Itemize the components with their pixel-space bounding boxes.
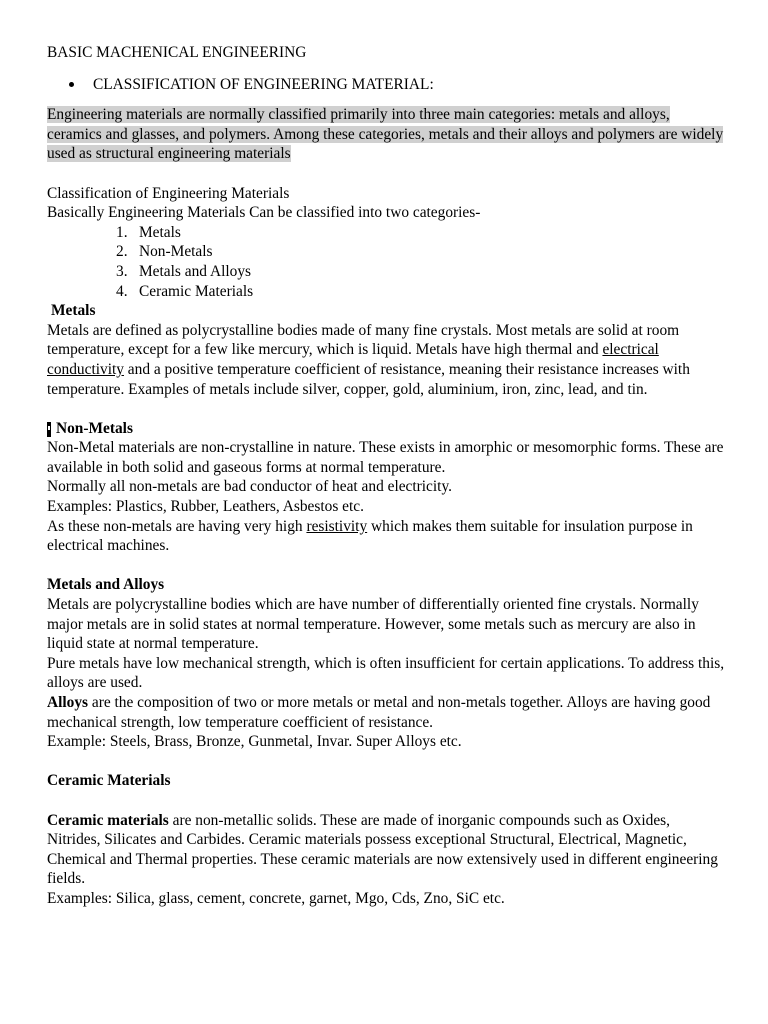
list-item: 4. Ceramic Materials — [116, 282, 254, 300]
ceramics-paragraph: Ceramic materials are non-metallic solids. These are made of inorganic compounds such as Oxides, Nitrides, Silicates and Carbides. Ceramic materials possess exceptional Structural, Electrical, Magnetic, Chemical and Thermal properties. These ceramic materials are now extensively used in different engineering fields. — [47, 811, 718, 888]
electrical-conductivity-link[interactable]: electrical conductivity — [47, 341, 659, 378]
classification-heading: Classification of Engineering Materials — [47, 184, 290, 202]
spacer — [47, 399, 727, 419]
non-metals-examples: Examples: Plastics, Rubber, Leathers, Asbestos etc. — [47, 498, 364, 516]
bullet-text: CLASSIFICATION OF ENGINEERING MATERIAL: — [93, 75, 434, 93]
document-page — [47, 43, 727, 909]
alloys-paragraph: Alloys are the composition of two or more metals or metal and non-metals together. Alloys are having good mechanical strength, low temperature coefficient of resistance. — [47, 694, 711, 731]
document-title: BASIC MACHENICAL ENGINEERING — [47, 44, 307, 61]
list-item: 1. Metals — [116, 223, 181, 241]
classification-lead: Basically Engineering Materials Can be classified into two categories- — [47, 204, 481, 222]
section-bullet — [47, 75, 727, 95]
non-metals-paragraph-1: Non-Metal materials are non-crystalline in nature. These exists in amorphic or mesomorphic forms. These are available in both solid and gaseous forms at normal temperature. — [47, 439, 724, 476]
list-item: 3. Metals and Alloys — [116, 262, 252, 280]
non-metals-paragraph-4: As these non-metals are having very high resistivity which makes them suitable for insulation purpose in electrical machines. — [47, 517, 693, 555]
metals-alloys-examples: Example: Steels, Brass, Bronze, Gunmetal, Invar. Super Alloys etc. — [47, 733, 462, 751]
ceramics-heading: Ceramic Materials — [47, 772, 171, 790]
non-metals-heading: Non-Metals — [47, 419, 727, 439]
paragraph-marker-icon — [47, 422, 51, 437]
bullet-icon — [69, 82, 74, 87]
resistivity-link[interactable]: resistivity — [306, 517, 368, 535]
intro-highlighted-text: Engineering materials are normally classified primarily into three main categories: metals and alloys, ceramics and glasses, and polymers. Among these categories, metals and their alloys and polymers are widely used as structural engineering materials — [47, 106, 724, 163]
spacer — [47, 752, 727, 772]
intro-paragraph — [47, 105, 727, 164]
metals-alloys-heading: Metals and Alloys — [47, 576, 165, 594]
list-item: 2. Non-Metals — [116, 243, 213, 261]
metals-heading: Metals — [51, 302, 96, 320]
metals-alloys-paragraph-1: Metals are polycrystalline bodies which are have number of differentially oriented fine crystals. Normally major metals are in solid states at normal temperature. However, some metals such as mercury are also in liquid state at normal temperature. — [47, 596, 699, 653]
metals-paragraph: Metals are defined as polycrystalline bodies made of many fine crystals. Most metals are solid at room temperature, except for a few like mercury, which is liquid. Metals have high thermal and electrical conductivity and a positive temperature coefficient of resistance, meaning their resistance increases with temperature. Examples of metals include silver, copper, gold, aluminium, iron, zinc, lead, and tin. — [47, 321, 690, 398]
spacer — [47, 791, 727, 811]
classification-list — [47, 223, 727, 301]
spacer — [47, 164, 727, 184]
metals-alloys-paragraph-2: Pure metals have low mechanical strength, which is often insufficient for certain applications. To address this, alloys are used. — [47, 654, 725, 692]
ceramics-examples: Examples: Silica, glass, cement, concrete, garnet, Mgo, Cds, Zno, SiC etc. — [47, 889, 505, 907]
spacer — [47, 556, 727, 576]
non-metals-paragraph-2: Normally all non-metals are bad conductor of heat and electricity. — [47, 478, 452, 496]
